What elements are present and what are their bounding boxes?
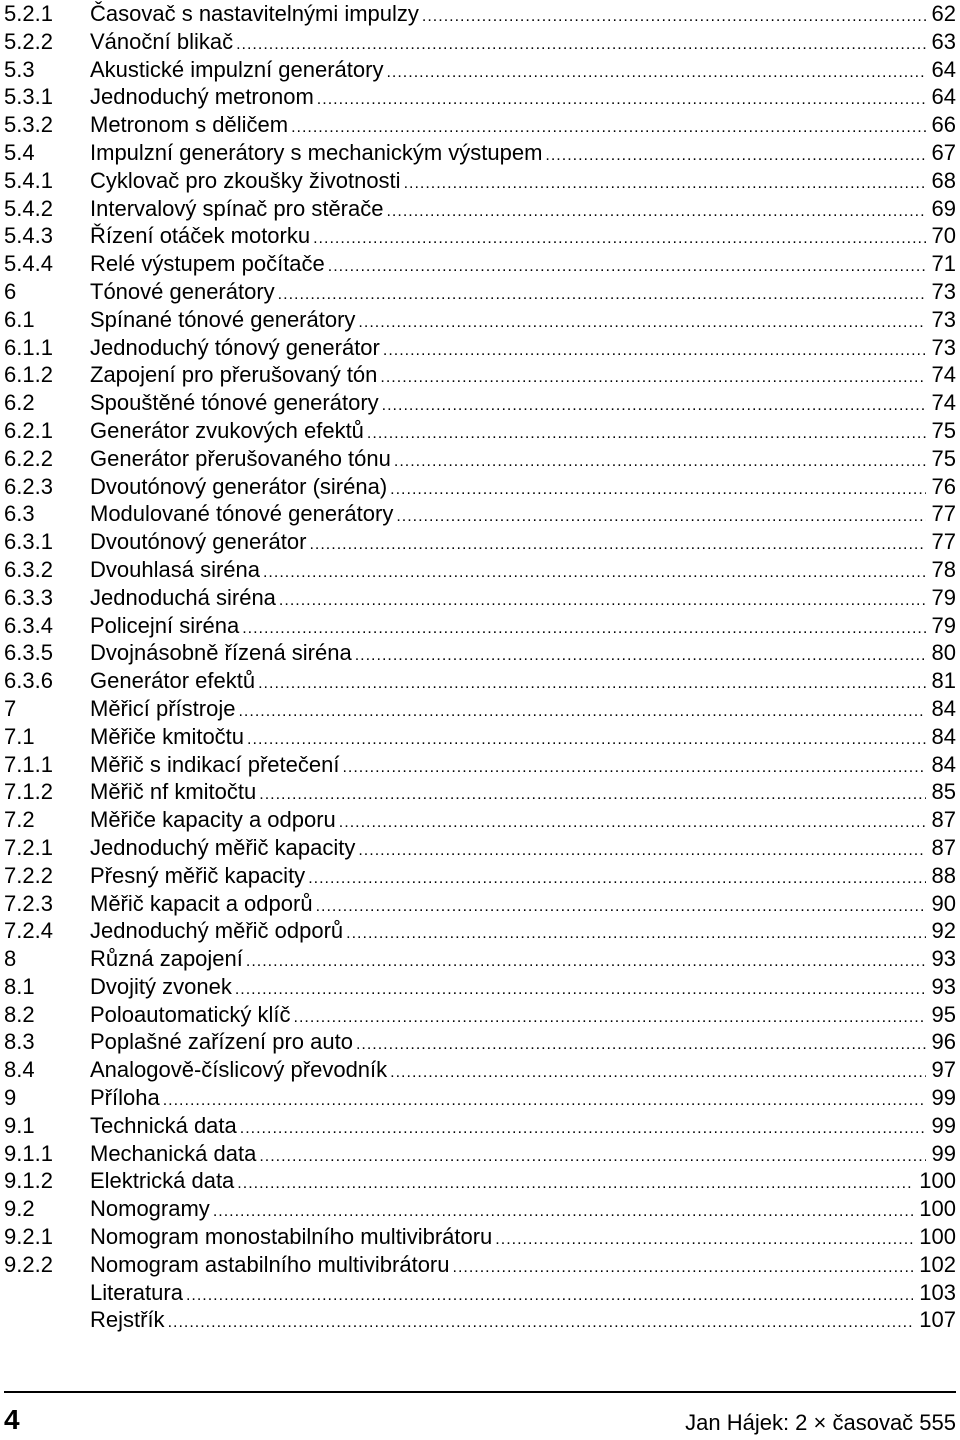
toc-section-number: 5.4.3 xyxy=(4,223,53,249)
table-of-contents xyxy=(4,0,956,1334)
toc-section-title: Jednoduchý měřič kapacity xyxy=(90,834,356,860)
toc-section-title: Analogově-číslicový převodník xyxy=(90,1057,388,1083)
toc-section-title: Literatura xyxy=(90,1279,183,1305)
toc-section-number: 6.3.5 xyxy=(4,640,53,666)
toc-section-title: Dvojnásobně řízená siréna xyxy=(90,640,352,666)
toc-dot-leader xyxy=(278,281,926,309)
toc-section-title: Policejní siréna xyxy=(90,612,240,638)
toc-entry[interactable] xyxy=(4,1223,956,1251)
toc-page-number: 73 xyxy=(931,278,956,304)
toc-page-number: 102 xyxy=(919,1251,956,1277)
toc-section-title: Jednoduchý měřič odporů xyxy=(90,918,344,944)
toc-section-number: 9.2.2 xyxy=(4,1251,53,1277)
toc-section-number: 9.1 xyxy=(4,1112,35,1138)
toc-section-number: 6.1.2 xyxy=(4,362,53,388)
toc-dot-leader xyxy=(259,781,925,809)
toc-entry[interactable] xyxy=(4,167,956,195)
toc-section-number: 6.3.1 xyxy=(4,529,53,555)
toc-page-number: 100 xyxy=(919,1196,956,1222)
toc-section-number: 5.3.2 xyxy=(4,112,53,138)
toc-page-number: 70 xyxy=(931,223,956,249)
toc-section-number: 6.2 xyxy=(4,390,35,416)
toc-page-number: 64 xyxy=(931,84,956,110)
toc-section-number: 6.1.1 xyxy=(4,334,53,360)
toc-section-number: 8.1 xyxy=(4,973,35,999)
toc-page-number: 74 xyxy=(931,390,956,416)
toc-section-number: 9.1.1 xyxy=(4,1140,53,1166)
toc-entry[interactable] xyxy=(4,83,956,111)
toc-dot-leader xyxy=(236,31,925,59)
toc-section-number: 7.1.2 xyxy=(4,779,53,805)
toc-entry[interactable] xyxy=(4,473,956,501)
toc-page-number: 87 xyxy=(931,834,956,860)
toc-dot-leader xyxy=(240,1115,926,1143)
toc-section-number: 5.3 xyxy=(4,56,35,82)
toc-page-number: 84 xyxy=(931,695,956,721)
toc-dot-leader xyxy=(238,698,925,726)
toc-dot-leader xyxy=(383,337,926,365)
toc-section-title: Nomogramy xyxy=(90,1196,210,1222)
toc-entry[interactable] xyxy=(4,28,956,56)
toc-page-number: 90 xyxy=(931,890,956,916)
toc-dot-leader xyxy=(242,615,925,643)
toc-entry[interactable] xyxy=(4,278,956,306)
toc-section-title: Jednoduchý metronom xyxy=(90,84,314,110)
toc-entry[interactable] xyxy=(4,695,956,723)
toc-section-title: Spínané tónové generátory xyxy=(90,306,356,332)
toc-page-number: 79 xyxy=(931,612,956,638)
toc-entry[interactable] xyxy=(4,195,956,223)
toc-section-number: 9.2 xyxy=(4,1196,35,1222)
toc-entry[interactable] xyxy=(4,751,956,779)
toc-page-number: 67 xyxy=(931,139,956,165)
toc-entry[interactable] xyxy=(4,306,956,334)
toc-section-title: Měřiče kmitočtu xyxy=(90,723,245,749)
toc-entry[interactable] xyxy=(4,0,956,28)
toc-page-number: 68 xyxy=(931,167,956,193)
toc-dot-leader xyxy=(308,865,925,893)
toc-dot-leader xyxy=(404,170,926,198)
toc-section-number: 5.2.2 xyxy=(4,28,53,54)
toc-section-title: Generátor přerušovaného tónu xyxy=(90,445,391,471)
toc-entry[interactable] xyxy=(4,612,956,640)
toc-section-title: Měřič s indikací přetečení xyxy=(90,751,340,777)
toc-section-title: Dvoutónový generátor (siréna) xyxy=(90,473,388,499)
toc-dot-leader xyxy=(247,726,925,754)
toc-section-title: Měřič kapacit a odporů xyxy=(90,890,313,916)
toc-dot-leader xyxy=(313,225,925,253)
toc-section-title: Intervalový spínač pro stěrače xyxy=(90,195,384,221)
toc-page-number: 95 xyxy=(931,1001,956,1027)
toc-entry[interactable] xyxy=(4,1112,956,1140)
toc-entry[interactable] xyxy=(4,250,956,278)
toc-section-number: 7.2.3 xyxy=(4,890,53,916)
toc-dot-leader xyxy=(339,809,926,837)
toc-section-number: 7.2.2 xyxy=(4,862,53,888)
toc-section-title: Modulované tónové generátory xyxy=(90,501,394,527)
toc-dot-leader xyxy=(328,253,926,281)
toc-entry[interactable] xyxy=(4,917,956,945)
toc-entry[interactable] xyxy=(4,973,956,1001)
toc-section-title: Řízení otáček motorku xyxy=(90,223,311,249)
toc-dot-leader xyxy=(394,448,926,476)
toc-page-number: 80 xyxy=(931,640,956,666)
toc-section-number: 7.1 xyxy=(4,723,35,749)
toc-entry[interactable] xyxy=(4,945,956,973)
toc-section-title: Metronom s děličem xyxy=(90,112,289,138)
toc-page-number: 77 xyxy=(931,529,956,555)
toc-entry[interactable] xyxy=(4,389,956,417)
toc-dot-leader xyxy=(168,1309,914,1337)
toc-dot-leader xyxy=(390,1059,925,1087)
toc-dot-leader xyxy=(390,476,925,504)
toc-page-number: 75 xyxy=(931,417,956,443)
toc-section-title: Dvojitý zvonek xyxy=(90,973,232,999)
toc-dot-leader xyxy=(358,309,925,337)
toc-dot-leader xyxy=(186,1282,913,1310)
toc-entry[interactable] xyxy=(4,778,956,806)
toc-section-title: Rejstřík xyxy=(90,1307,165,1333)
toc-section-number: 7.2 xyxy=(4,807,35,833)
toc-dot-leader xyxy=(367,420,926,448)
toc-dot-leader xyxy=(291,114,925,142)
toc-page-number: 97 xyxy=(931,1057,956,1083)
toc-section-title: Přesný měřič kapacity xyxy=(90,862,306,888)
toc-entry[interactable] xyxy=(4,56,956,84)
toc-dot-leader xyxy=(356,1031,926,1059)
toc-page-number: 81 xyxy=(931,668,956,694)
toc-page-number: 63 xyxy=(931,28,956,54)
toc-section-title: Časovač s nastavitelnými impulzy xyxy=(90,1,419,26)
page-number: 4 xyxy=(4,1404,20,1435)
toc-section-number: 8 xyxy=(4,946,17,972)
toc-page-number: 87 xyxy=(931,807,956,833)
toc-entry[interactable] xyxy=(4,834,956,862)
toc-dot-leader xyxy=(342,754,925,782)
toc-dot-leader xyxy=(213,1198,913,1226)
toc-page-number: 100 xyxy=(919,1224,956,1250)
toc-dot-leader xyxy=(309,531,925,559)
toc-page-number: 66 xyxy=(931,112,956,138)
toc-section-title: Jednoduchá siréna xyxy=(90,584,276,610)
toc-dot-leader xyxy=(246,948,926,976)
toc-section-number: 6.2.1 xyxy=(4,417,53,443)
toc-page-number: 84 xyxy=(931,723,956,749)
toc-dot-leader xyxy=(386,198,925,226)
toc-entry[interactable] xyxy=(4,1251,956,1279)
toc-section-number: 6.3.2 xyxy=(4,556,53,582)
toc-page-number: 71 xyxy=(931,251,956,277)
toc-dot-leader xyxy=(259,1143,925,1171)
toc-section-title: Měřič nf kmitočtu xyxy=(90,779,257,805)
toc-section-number: 5.2.1 xyxy=(4,1,53,26)
toc-section-number: 6.1 xyxy=(4,306,35,332)
toc-section-number: 7.1.1 xyxy=(4,751,53,777)
toc-section-title: Relé výstupem počítače xyxy=(90,251,325,277)
toc-page-number: 73 xyxy=(931,334,956,360)
toc-entry[interactable] xyxy=(4,1140,956,1168)
toc-dot-leader xyxy=(358,837,925,865)
toc-section-title: Vánoční blikač xyxy=(90,28,234,54)
toc-section-number: 7 xyxy=(4,695,17,721)
toc-entry[interactable] xyxy=(4,639,956,667)
toc-section-title: Zapojení pro přerušovaný tón xyxy=(90,362,378,388)
toc-page-number: 96 xyxy=(931,1029,956,1055)
toc-page-number: 84 xyxy=(931,751,956,777)
toc-page-number: 64 xyxy=(931,56,956,82)
toc-entry[interactable] xyxy=(4,556,956,584)
toc-section-number: 6.2.3 xyxy=(4,473,53,499)
toc-section-number: 6.3.6 xyxy=(4,668,53,694)
toc-section-title: Akustické impulzní generátory xyxy=(90,56,384,82)
toc-section-title: Spouštěné tónové generátory xyxy=(90,390,379,416)
toc-dot-leader xyxy=(317,86,926,114)
toc-dot-leader xyxy=(396,503,925,531)
toc-entry[interactable] xyxy=(4,334,956,362)
toc-page-number: 77 xyxy=(931,501,956,527)
toc-entry[interactable] xyxy=(4,1028,956,1056)
toc-section-number: 8.4 xyxy=(4,1057,35,1083)
toc-dot-leader xyxy=(453,1254,914,1282)
toc-page-number: 100 xyxy=(919,1168,956,1194)
toc-entry[interactable] xyxy=(4,528,956,556)
toc-section-number: 8.3 xyxy=(4,1029,35,1055)
toc-page-number: 107 xyxy=(919,1307,956,1333)
toc-section-number: 7.2.1 xyxy=(4,834,53,860)
toc-dot-leader xyxy=(495,1226,913,1254)
toc-section-title: Technická data xyxy=(90,1112,237,1138)
toc-entry[interactable] xyxy=(4,862,956,890)
toc-section-number: 5.4.1 xyxy=(4,167,53,193)
toc-section-number: 6.3.3 xyxy=(4,584,53,610)
toc-section-number: 6.3.4 xyxy=(4,612,53,638)
toc-section-title: Generátor zvukových efektů xyxy=(90,417,364,443)
toc-entry[interactable] xyxy=(4,1195,956,1223)
toc-entry[interactable] xyxy=(4,111,956,139)
toc-section-number: 7.2.4 xyxy=(4,918,53,944)
toc-section-title: Cyklovač pro zkoušky životnosti xyxy=(90,167,401,193)
toc-entry[interactable] xyxy=(4,890,956,918)
toc-entry[interactable] xyxy=(4,139,956,167)
toc-section-title: Generátor efektů xyxy=(90,668,256,694)
toc-entry[interactable] xyxy=(4,500,956,528)
toc-entry[interactable] xyxy=(4,1279,956,1307)
toc-dot-leader xyxy=(346,920,925,948)
toc-entry[interactable] xyxy=(4,1001,956,1029)
toc-section-number: 5.4.2 xyxy=(4,195,53,221)
toc-section-number: 9 xyxy=(4,1085,17,1111)
toc-dot-leader xyxy=(237,1170,913,1198)
toc-dot-leader xyxy=(382,392,926,420)
toc-section-title: Nomogram monostabilního multivibrátoru xyxy=(90,1224,493,1250)
toc-page-number: 62 xyxy=(931,1,956,26)
toc-section-number: 6 xyxy=(4,278,17,304)
toc-dot-leader xyxy=(422,3,926,31)
toc-page-number: 92 xyxy=(931,918,956,944)
toc-dot-leader xyxy=(258,670,925,698)
toc-section-title: Impulzní generátory s mechanickým výstupem xyxy=(90,139,543,165)
toc-section-number: 5.4.4 xyxy=(4,251,53,277)
toc-section-title: Měřiče kapacity a odporu xyxy=(90,807,336,833)
toc-entry[interactable] xyxy=(4,361,956,389)
toc-dot-leader xyxy=(263,559,926,587)
toc-dot-leader xyxy=(545,142,925,170)
toc-page-number: 73 xyxy=(931,306,956,332)
toc-page-number: 85 xyxy=(931,779,956,805)
toc-section-number: 6.3 xyxy=(4,501,35,527)
toc-dot-leader xyxy=(294,1004,926,1032)
toc-entry[interactable] xyxy=(4,667,956,695)
toc-section-title: Různá zapojení xyxy=(90,946,243,972)
toc-entry[interactable] xyxy=(4,1084,956,1112)
toc-section-title: Nomogram astabilního multivibrátoru xyxy=(90,1251,450,1277)
toc-page-number: 79 xyxy=(931,584,956,610)
toc-entry[interactable] xyxy=(4,445,956,473)
toc-page-number: 99 xyxy=(931,1112,956,1138)
toc-dot-leader xyxy=(163,1087,926,1115)
footer-divider xyxy=(4,1391,956,1393)
toc-section-number: 6.2.2 xyxy=(4,445,53,471)
toc-page-number: 78 xyxy=(931,556,956,582)
toc-section-title: Dvoutónový generátor xyxy=(90,529,307,555)
toc-section-title: Mechanická data xyxy=(90,1140,257,1166)
toc-page-number: 76 xyxy=(931,473,956,499)
toc-dot-leader xyxy=(316,893,926,921)
toc-dot-leader xyxy=(386,59,925,87)
toc-entry[interactable] xyxy=(4,584,956,612)
toc-section-number: 8.2 xyxy=(4,1001,35,1027)
toc-page-number: 99 xyxy=(931,1085,956,1111)
toc-section-title: Dvouhlasá siréna xyxy=(90,556,260,582)
toc-page-number: 69 xyxy=(931,195,956,221)
toc-dot-leader xyxy=(380,364,925,392)
toc-section-title: Příloha xyxy=(90,1085,160,1111)
toc-dot-leader xyxy=(235,976,926,1004)
toc-entry[interactable] xyxy=(4,1056,956,1084)
toc-entry[interactable] xyxy=(4,417,956,445)
toc-section-title: Tónové generátory xyxy=(90,278,275,304)
toc-section-title: Měřicí přístroje xyxy=(90,695,236,721)
toc-page-number: 99 xyxy=(931,1140,956,1166)
running-footer-title: Jan Hájek: 2 × časovač 555 xyxy=(685,1410,956,1435)
toc-page-number: 93 xyxy=(931,946,956,972)
toc-section-title: Poloautomatický klíč xyxy=(90,1001,291,1027)
toc-section-number: 9.1.2 xyxy=(4,1168,53,1194)
toc-section-number: 5.3.1 xyxy=(4,84,53,110)
toc-dot-leader xyxy=(279,587,926,615)
toc-section-title: Poplašné zařízení pro auto xyxy=(90,1029,353,1055)
toc-page-number: 103 xyxy=(919,1279,956,1305)
toc-section-title: Jednoduchý tónový generátor xyxy=(90,334,380,360)
toc-entry[interactable] xyxy=(4,806,956,834)
toc-section-number: 5.4 xyxy=(4,139,35,165)
toc-dot-leader xyxy=(355,642,926,670)
toc-section-number: 9.2.1 xyxy=(4,1224,53,1250)
toc-page-number: 75 xyxy=(931,445,956,471)
toc-entry[interactable] xyxy=(4,723,956,751)
toc-page-number: 93 xyxy=(931,973,956,999)
toc-entry[interactable] xyxy=(4,1306,956,1334)
toc-entry[interactable] xyxy=(4,222,956,250)
toc-section-title: Elektrická data xyxy=(90,1168,235,1194)
toc-entry[interactable] xyxy=(4,1167,956,1195)
toc-page-number: 88 xyxy=(931,862,956,888)
toc-page-number: 74 xyxy=(931,362,956,388)
